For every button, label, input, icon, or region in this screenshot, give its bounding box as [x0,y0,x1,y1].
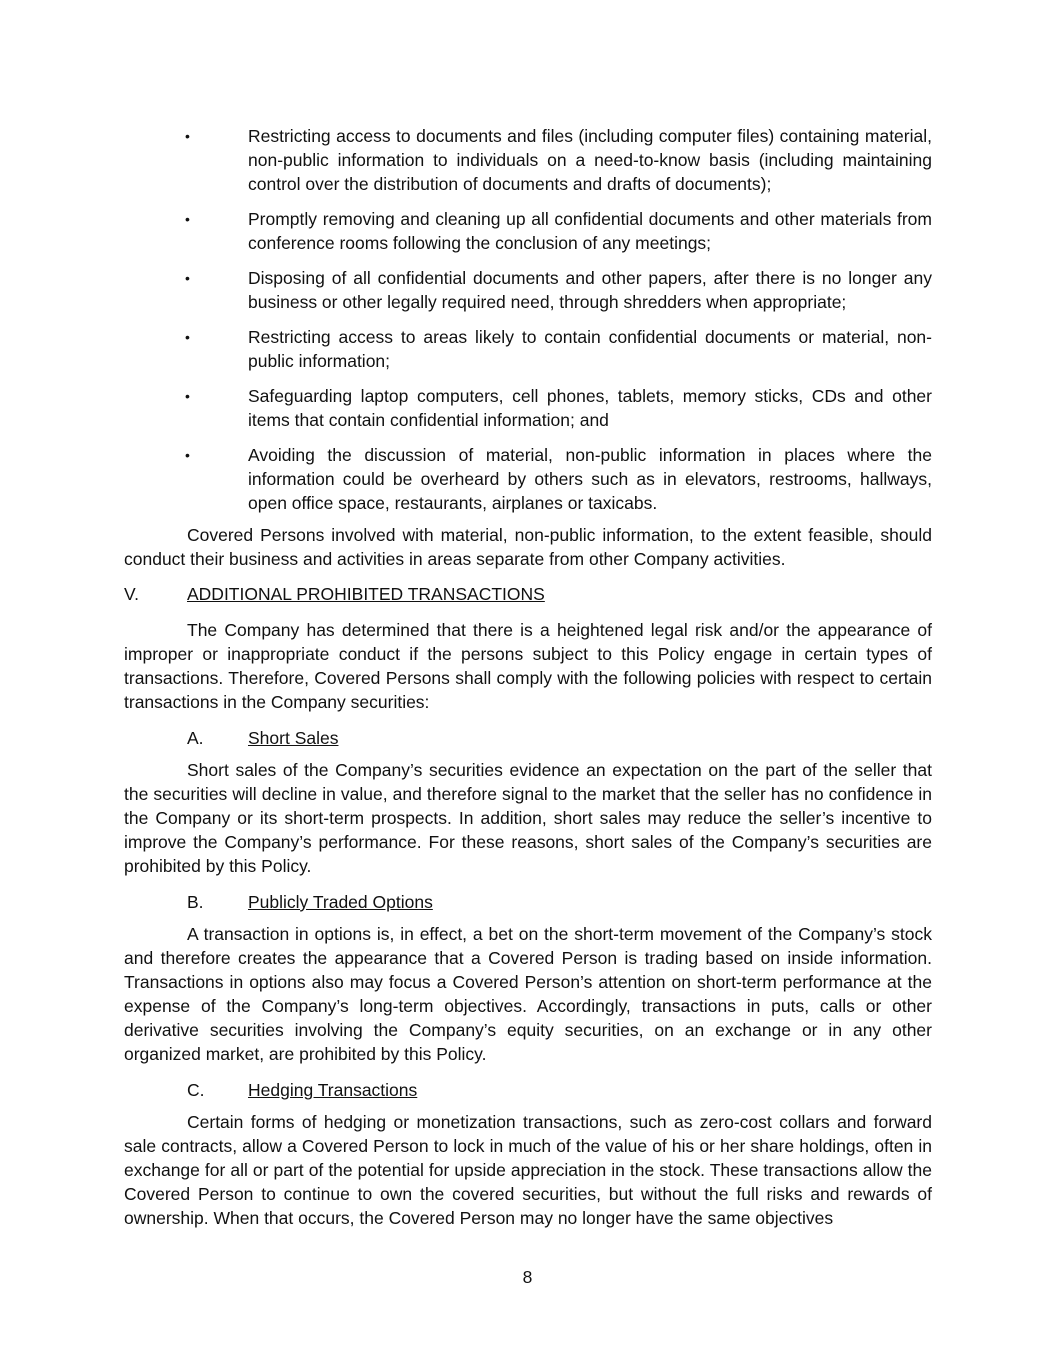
bullet-text: Safeguarding laptop computers, cell phones, tablets, memory sticks, CDs and other items that contain confidential information; and [248,386,932,430]
subsection-letter: C. [187,1080,205,1100]
bullet-icon: • [185,270,190,286]
page-number: 8 [522,1267,533,1287]
bullet-icon: • [185,388,190,404]
list-item [124,207,932,255]
list-item [124,266,932,314]
subsection-heading-short-sales [124,726,932,750]
hedging-paragraph: Certain forms of hedging or monetization transactions, such as zero-cost collars and forward sale contracts, allow a Covered Person to lock in much of the value of his or her share holdings, often in exchange for all or part of the potential for upside appreciation in the stock. These transactions allow the Covered Person to continue to own the covered securities, but without the full risks and rewards of ownership. When that occurs, the Covered Person may no longer have the same objectives [124,1112,932,1228]
document-page [124,124,932,1230]
section-intro-paragraph: The Company has determined that there is a heightened legal risk and/or the appearance of improper or inappropriate conduct if the persons subject to this Policy engage in certain types of transactions. Therefore, Covered Persons shall comply with the following policies with respect to certain transactions in the Company securities: [124,620,932,712]
list-item [124,325,932,373]
subsection-heading-hedging [124,1078,932,1102]
subsection-letter: B. [187,892,204,912]
section-heading [124,582,932,606]
bullet-icon: • [185,128,190,144]
short-sales-paragraph: Short sales of the Company’s securities evidence an expectation on the part of the seller that the securities will decline in value, and therefore signal to the market that the seller has no confidence in the Company or its short-term prospects. In addition, short sales may reduce the seller’s incentive to improve the Company’s performance. For these reasons, short sales of the Company’s securities are prohibited by this Policy. [124,760,932,876]
section-title: ADDITIONAL PROHIBITED TRANSACTIONS [187,584,545,604]
subsection-title: Short Sales [248,728,339,748]
options-paragraph: A transaction in options is, in effect, a bet on the short-term movement of the Company’s stock and therefore creates the appearance that a Covered Person is trading based on inside information. Transactions in options also may focus a Covered Person’s attention on short-term performance at the expense of the Company’s long-term objectives. Accordingly, transactions in puts, calls or other derivative securities involving the Company’s equity securities, on an exchange or in any other organized market, are prohibited by this Policy. [124,924,932,1064]
bullet-text: Disposing of all confidential documents and other papers, after there is no longer any business or other legally required need, through shredders when appropriate; [248,268,932,312]
bullet-icon: • [185,447,190,463]
bullet-icon: • [185,329,190,345]
list-item [124,443,932,515]
bullet-text: Restricting access to areas likely to contain confidential documents or material, non-public information; [248,327,932,371]
covered-persons-paragraph: Covered Persons involved with material, non-public information, to the extent feasible, should conduct their business and activities in areas separate from other Company activities. [124,525,932,569]
bullet-text: Promptly removing and cleaning up all confidential documents and other materials from conference rooms following the conclusion of any meetings; [248,209,932,253]
subsection-title: Publicly Traded Options [248,892,433,912]
subsection-heading-options [124,890,932,914]
bullet-icon: • [185,211,190,227]
subsection-letter: A. [187,728,204,748]
list-item [124,124,932,196]
bullet-text: Restricting access to documents and files (including computer files) containing material, non-public information to individuals on a need-to-know basis (including maintaining control over the distribution of documents and drafts of documents); [248,126,932,194]
list-item [124,384,932,432]
bullet-list [124,124,932,515]
subsection-title: Hedging Transactions [248,1080,418,1100]
bullet-text: Avoiding the discussion of material, non-public information in places where the information could be overheard by others such as in elevators, restrooms, hallways, open office space, restaurants, airplanes or taxicabs. [248,445,932,513]
section-number: V. [124,584,139,604]
